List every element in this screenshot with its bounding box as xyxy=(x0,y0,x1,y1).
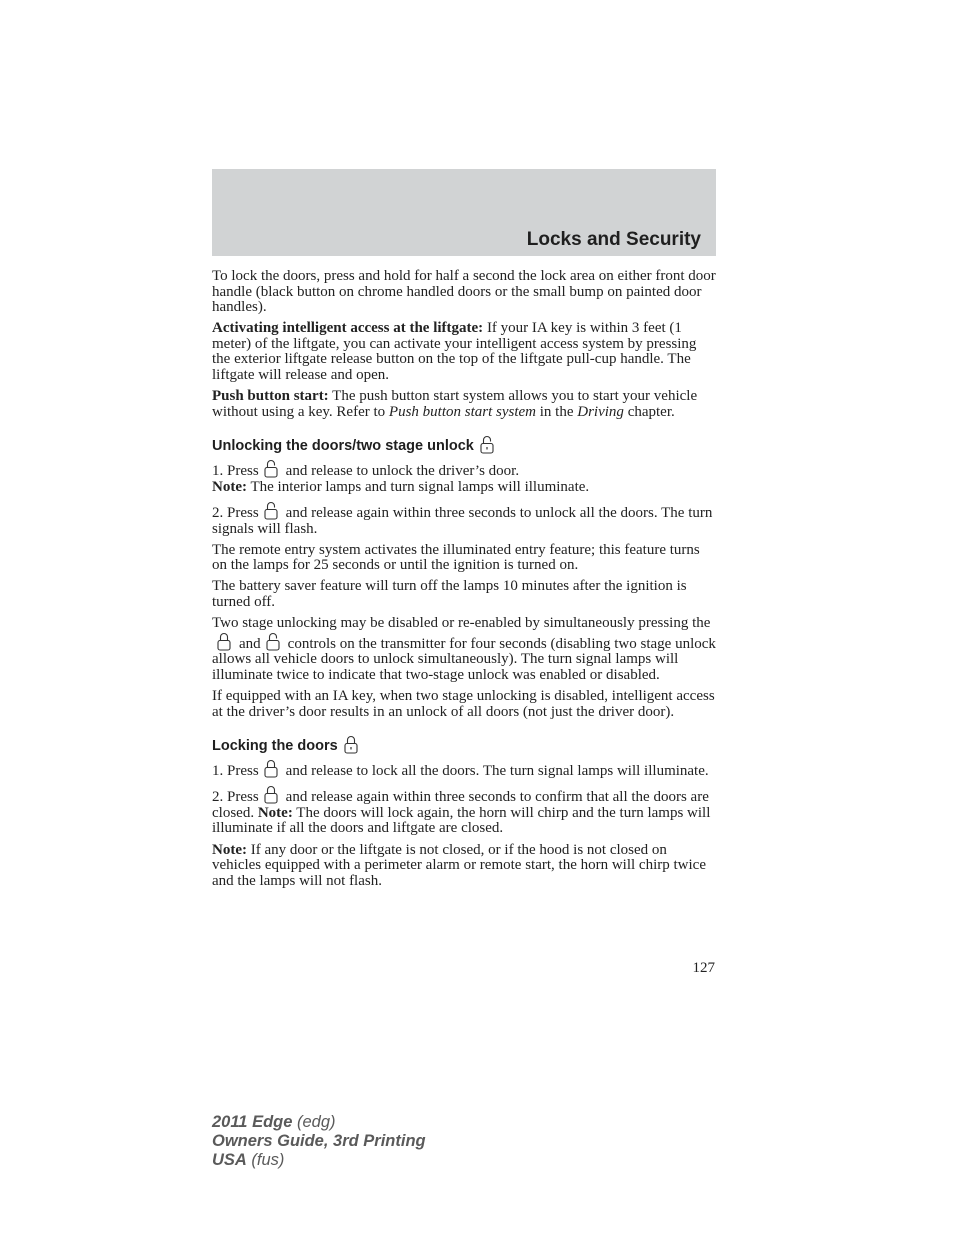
paragraph-battery-saver: The battery saver feature will turn off the lamps 10 minutes after the ignition is turned off. xyxy=(212,578,687,610)
footer-market: USA xyxy=(212,1151,247,1169)
step-text: and release to lock all the doors. The turn signal lamps will illuminate. xyxy=(285,763,709,780)
unlock-icon xyxy=(479,435,495,454)
footer xyxy=(212,1113,426,1170)
step-text: and release again within three seconds to unlock all the doors. The turn signals will flash. xyxy=(212,505,713,537)
unlock-step-2 xyxy=(212,501,716,537)
italic-reference: Push button start system xyxy=(388,403,537,420)
paragraph-two-stage xyxy=(212,616,716,683)
footer-model: 2011 Edge xyxy=(212,1113,293,1131)
unlock-note xyxy=(212,480,716,496)
lock-icon xyxy=(263,759,279,778)
paragraph-text: in the xyxy=(536,403,578,420)
heading-locking xyxy=(212,735,716,754)
footer-guide: Owners Guide, 3rd Printing xyxy=(212,1132,426,1150)
footer-model-code: (edg) xyxy=(292,1113,336,1131)
unlock-icon xyxy=(265,632,281,651)
paragraph-text: If your IA key is within 3 feet (1 meter) of the liftgate, you can activate your intelligent access system by pressing the exterior liftgate release button on the top of the liftgate pull-cup handle. The liftgate will release and open. xyxy=(212,320,697,384)
paragraph-remote-entry: The remote entry system activates the illuminated entry feature; this feature turns on the lamps for 25 seconds or until the ignition is turned on. xyxy=(212,541,700,574)
paragraph-liftgate xyxy=(212,321,716,383)
italic-reference: Driving xyxy=(577,403,624,420)
note-label: Note: xyxy=(212,478,247,495)
heading-unlocking xyxy=(212,435,716,454)
page-content xyxy=(212,269,716,895)
paragraph-text: and xyxy=(239,635,261,652)
bold-lead: Activating intelligent access at the liftgate: xyxy=(212,320,484,337)
lock-icon xyxy=(216,632,232,651)
paragraph-lock-handle: To lock the doors, press and hold for half a second the lock area on either front door handle (black button on chrome handled doors or the small bump on painted door handles). xyxy=(212,268,716,316)
paragraph-ia-key: If equipped with an IA key, when two stage unlocking is disabled, intelligent access at the driver’s door results in an unlock of all doors (not just the driver door). xyxy=(212,687,715,720)
step-text: 2. Press xyxy=(212,789,259,806)
unlock-icon xyxy=(263,501,279,520)
paragraph-text: chapter. xyxy=(623,403,675,420)
lock-step-2 xyxy=(212,785,716,837)
section-header-band xyxy=(212,169,716,256)
paragraph-text: The push button start system allows you to start your vehicle without using a key. Refer to xyxy=(212,388,698,420)
step-text: and release again within three seconds to confirm that all the doors are closed. xyxy=(212,789,709,821)
lock-icon xyxy=(263,785,279,804)
lock-note xyxy=(212,843,716,890)
footer-line-3 xyxy=(212,1151,426,1170)
note-text: If any door or the liftgate is not closed, or if the hood is not closed on vehicles equipped with a perimeter alarm or remote start, the horn will chirp twice and the lamps will not flash. xyxy=(212,841,706,889)
footer-line-2 xyxy=(212,1132,426,1151)
note-text: The doors will lock again, the horn will chirp and the turn lamps will illuminate if all the doors and liftgate are closed. xyxy=(212,804,711,837)
footer-market-code: (fus) xyxy=(246,1151,285,1169)
step-text: 1. Press xyxy=(212,763,259,780)
step-text: 1. Press xyxy=(212,463,259,480)
paragraph-push-button xyxy=(212,389,716,420)
step-text: 2. Press xyxy=(212,505,259,522)
note-label: Note: xyxy=(212,841,247,858)
unlock-step-1 xyxy=(212,459,716,480)
lock-step-1 xyxy=(212,759,716,780)
note-label: Note: xyxy=(257,804,293,821)
lock-icon xyxy=(343,735,359,754)
step-text: and release to unlock the driver’s door. xyxy=(285,463,520,480)
bold-lead: Push button start: xyxy=(212,388,329,405)
heading-text: Locking the doors xyxy=(212,737,338,754)
unlock-icon xyxy=(263,459,279,478)
section-title: Locks and Security xyxy=(526,229,701,250)
footer-line-1 xyxy=(212,1113,426,1132)
paragraph-text: Two stage unlocking may be disabled or re-enabled by simultaneously pressing the xyxy=(212,615,711,632)
note-text: The interior lamps and turn signal lamps will illuminate. xyxy=(246,478,590,495)
paragraph-text: controls on the transmitter for four seconds (disabling two stage unlock allows all vehicle doors to unlock simultaneously). The turn signal lamps will illuminate twice to indicate that two-stage unlock was enabled or disabled. xyxy=(212,635,716,683)
heading-text: Unlocking the doors/two stage unlock xyxy=(212,437,474,454)
page-number: 127 xyxy=(692,960,715,976)
